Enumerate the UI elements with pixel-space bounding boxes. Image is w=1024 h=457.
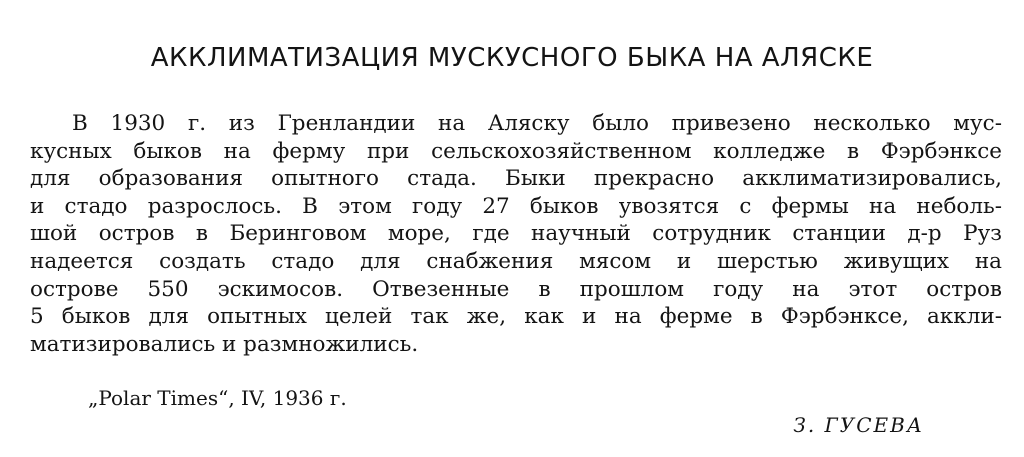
body-line: кусных быков на ферму при сельскохозяйственном колледже в Фэрбэнксе [30,138,1002,164]
body-line: и стадо разрослось. В этом году 27 быков увозятся с фермы на неболь- [30,193,1002,219]
source-citation: „Polar Times“, IV, 1936 г. [88,386,347,410]
body-line: В 1930 г. из Гренландии на Аляску было привезено несколько мус- [72,111,1002,136]
body-line: матизировались и размножились. [30,331,419,357]
article-body [30,110,1002,358]
body-line: надеется создать стадо для снабжения мясом и шерстью живущих на [30,248,1002,274]
author-signature: З. ГУСЕВА [793,413,924,437]
body-line: 5 быков для опытных целей так же, как и на ферме в Фэрбэнксе, аккли- [30,304,1002,330]
body-line: шой остров в Беринговом море, где научный сотрудник станции д-р Руз [30,221,1002,247]
body-line: для образования опытного стада. Быки прекрасно акклиматизировались, [30,166,1002,192]
body-line: острове 550 эскимосов. Отвезенные в прошлом году на этот остров [30,276,1002,302]
article-title: АККЛИМАТИЗАЦИЯ МУСКУСНОГО БЫКА НА АЛЯСКЕ [150,43,874,73]
